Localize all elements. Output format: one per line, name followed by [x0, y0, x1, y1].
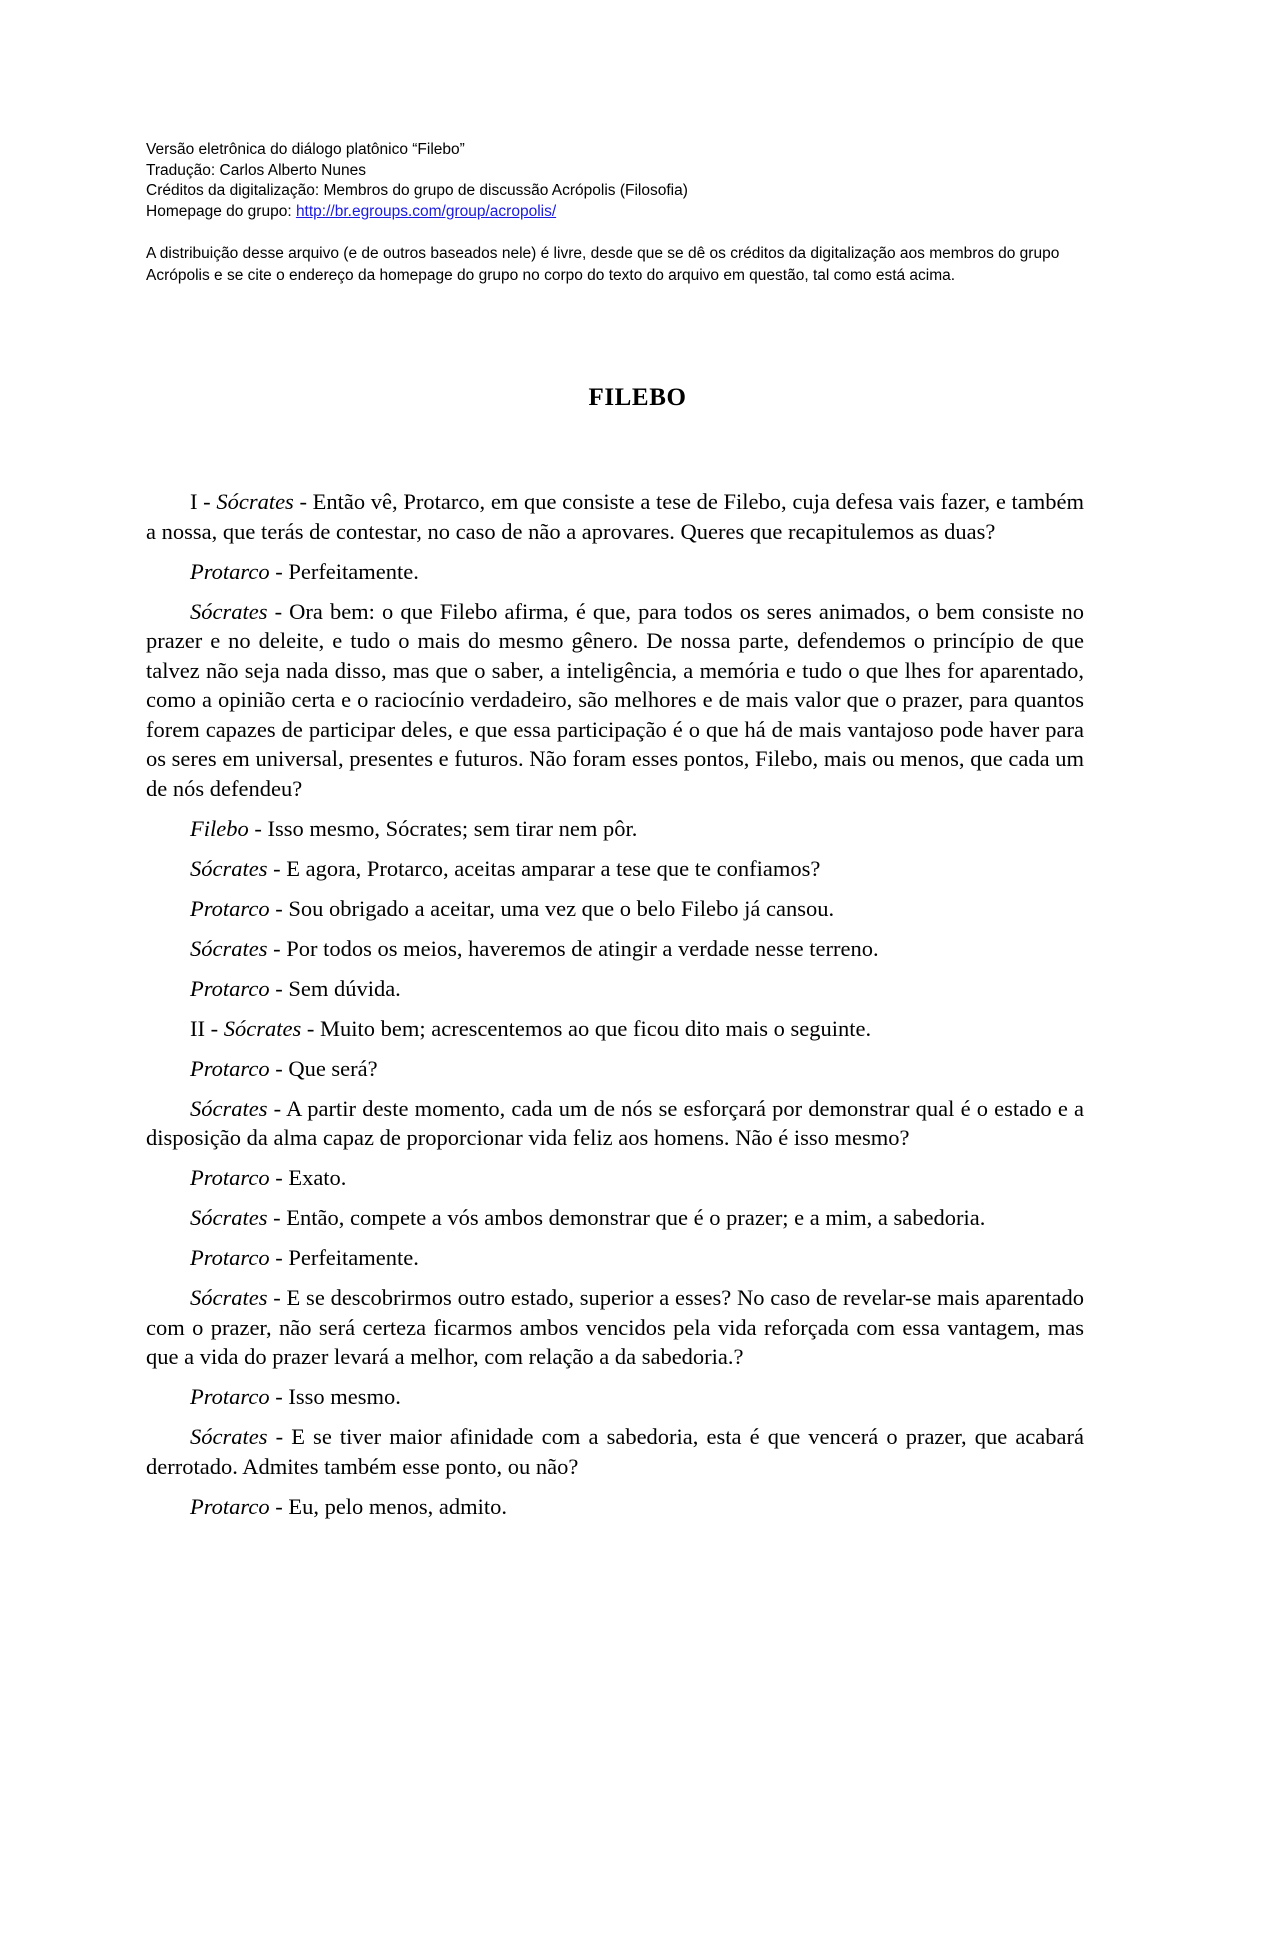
speech-text: - Que será?	[269, 1055, 378, 1081]
speaker-name: Protarco	[190, 895, 270, 921]
speech-text: - Então, compete a vós ambos demonstrar que é o prazer; e a mim, a sabedoria.	[267, 1205, 986, 1230]
speech-text: - E agora, Protarco, aceitas amparar a tese que te confiamos?	[267, 855, 821, 881]
dialogue-paragraph	[146, 894, 1084, 924]
speaker-name: Protarco	[190, 1165, 270, 1190]
dialogue-paragraph	[146, 1203, 1084, 1233]
speech-text: - Exato.	[269, 1165, 347, 1190]
speaker-name: Sócrates	[190, 935, 268, 961]
speech-text: - Isso mesmo.	[275, 1384, 401, 1409]
speaker-name: Protarco	[190, 1493, 270, 1519]
dialogue-paragraph	[146, 1243, 1084, 1273]
dialogue-paragraph	[146, 1054, 1084, 1084]
homepage-label: Homepage do grupo:	[146, 202, 296, 220]
speaker-name: Sócrates	[190, 1095, 268, 1121]
speech-text: - Sem dúvida.	[269, 975, 401, 1001]
distribution-notice: A distribuição desse arquivo (e de outros baseados nele) é livre, desde que se dê os créditos da digitalização aos membros do grupo Acrópolis e se cite o endereço da homepage do grupo no corpo do texto do arquivo em questão, tal como está acima.	[146, 245, 1060, 284]
credits-line-digitization: Créditos da digitalização: Membros do grupo de discussão Acrópolis (Filosofia)	[146, 182, 688, 199]
speaker-name: Protarco	[190, 1055, 270, 1081]
speaker-name: Sócrates	[223, 1015, 302, 1041]
dialogue-body	[146, 487, 1084, 1521]
speaker-name: Sócrates	[216, 489, 294, 514]
dialogue-paragraph	[146, 1163, 1084, 1193]
homepage-link[interactable]: http://br.egroups.com/group/acropolis/	[295, 202, 557, 220]
credits-block	[146, 140, 1106, 222]
credits-line-homepage	[146, 202, 1106, 223]
speaker-name: Protarco	[190, 1384, 276, 1409]
dialogue-paragraph	[146, 814, 1084, 844]
credits-line-version: Versão eletrônica do diálogo platônico “Filebo”	[146, 141, 465, 158]
speaker-name: Protarco	[190, 975, 270, 1001]
credits-line-translator: Tradução: Carlos Alberto Nunes	[146, 161, 366, 179]
speaker-name: Filebo	[190, 815, 255, 841]
dialogue-paragraph	[146, 1422, 1084, 1481]
speaker-name: Sócrates	[190, 1205, 268, 1230]
dialogue-paragraph	[146, 1094, 1084, 1153]
speaker-name: Protarco	[190, 1245, 270, 1270]
page-title: FILEBO	[588, 384, 687, 411]
section-marker: II -	[190, 1015, 224, 1041]
dialogue-paragraph	[146, 1283, 1084, 1372]
dialogue-paragraph	[146, 934, 1084, 964]
dialogue-paragraph	[146, 1382, 1084, 1412]
speaker-name: Protarco	[190, 558, 270, 584]
speaker-name: Sócrates	[190, 598, 268, 624]
speaker-name: Sócrates	[190, 1424, 268, 1449]
speech-text: - A partir deste momento, cada um de nós se esforçará por demonstrar qual é o estado e a disposição da alma capaz de proporcionar vida feliz aos homens. Não é isso mesmo?	[146, 1095, 1084, 1150]
speech-text: - Por todos os meios, haveremos de atingir a verdade nesse terreno.	[267, 935, 879, 961]
speech-text: - E se descobrirmos outro estado, superior a esses? No caso de revelar-se mais aparentado com o prazer, não será certeza ficarmos ambos vencidos pela vida reforçada com essa vantagem, mas que a vida do prazer levará a melhor, com relação a da sabedoria.?	[146, 1285, 1084, 1369]
dialogue-paragraph	[146, 1014, 1084, 1044]
speech-text: - Então vê, Protarco, em que consiste a tese de Filebo, cuja defesa vais fazer, e também a nossa, que terás de contestar, no caso de não a aprovares. Queres que recapitulemos as duas?	[146, 489, 1084, 544]
dialogue-paragraph	[146, 854, 1084, 884]
dialogue-paragraph	[146, 597, 1084, 804]
speaker-name: Sócrates	[190, 1285, 268, 1310]
speech-text: - Isso mesmo, Sócrates; sem tirar nem pôr.	[254, 815, 638, 841]
speech-text: - Muito bem; acrescentemos ao que ficou dito mais o seguinte.	[301, 1015, 872, 1041]
dialogue-paragraph	[146, 487, 1084, 546]
section-marker: I -	[190, 489, 217, 514]
speech-text: - Sou obrigado a aceitar, uma vez que o belo Filebo já cansou.	[269, 895, 835, 921]
speech-text: - Eu, pelo menos, admito.	[269, 1493, 508, 1519]
speech-text: - Perfeitamente.	[269, 558, 419, 584]
dialogue-paragraph	[146, 1492, 1084, 1522]
speech-text: - E se tiver maior afinidade com a sabedoria, esta é que vencerá o prazer, que acabará derrotado. Admites também esse ponto, ou não?	[146, 1424, 1084, 1479]
dialogue-paragraph	[146, 557, 1084, 587]
dialogue-paragraph	[146, 974, 1084, 1004]
speech-text: - Perfeitamente.	[269, 1245, 419, 1270]
speech-text: - Ora bem: o que Filebo afirma, é que, para todos os seres animados, o bem consiste no prazer e no deleite, e tudo o mais do mesmo gênero. De nossa parte, defendemos o princípio de que talvez não seja nada disso, mas que o saber, a inteligência, a memória e tudo o que lhes for aparentado, como a opinião certa e o raciocínio verdadeiro, são melhores e de mais valor que o prazer, para quantos forem capazes de participar deles, e que essa participação é o que há de mais vantajoso pode haver para os seres em universal, presentes e futuros. Não foram esses pontos, Filebo, mais ou menos, que cada um de nós defendeu?	[146, 598, 1084, 801]
speaker-name: Sócrates	[190, 855, 268, 881]
